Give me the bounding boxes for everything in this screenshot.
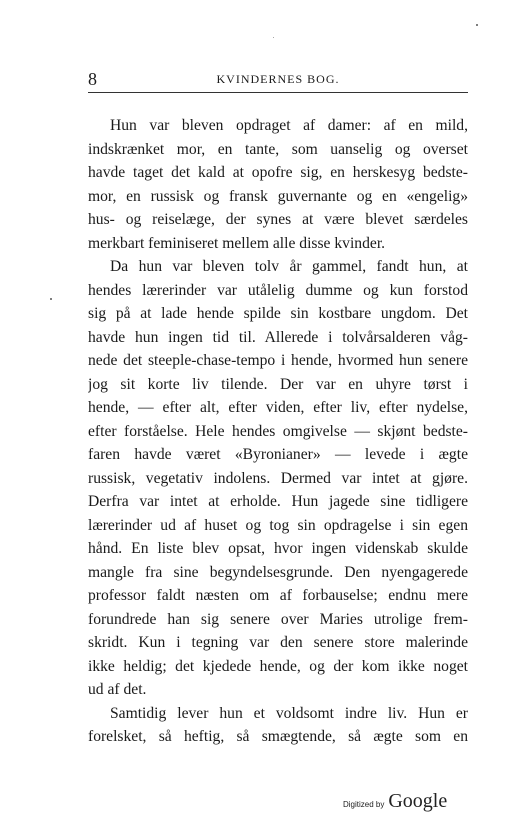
text-line: efter forståelse. Hele hendes omgivelse — skjønt bedste- bbox=[88, 422, 468, 440]
text-line: mangle fra sine begyndelsesgrunde. Den nyengagerede bbox=[88, 563, 468, 581]
text-line: Samtidig lever hun et voldsomt indre liv. Hun er bbox=[110, 704, 468, 722]
scan-speck bbox=[476, 24, 478, 26]
text-line: jog sit korte liv tilende. Der var en uhyre tørst i bbox=[88, 375, 468, 393]
text-line: indskrænket mor, en tante, som uanselig og overset bbox=[88, 140, 468, 158]
text-line: hånd. En liste blev opsat, hvor ingen videnskab skulde bbox=[88, 540, 468, 557]
text-line: hendes lærerinder var utålelig dumme og kun forstod bbox=[88, 281, 468, 299]
watermark-prefix: Digitized by bbox=[343, 800, 385, 809]
page-header bbox=[88, 68, 468, 90]
text-line: ud af det. bbox=[88, 681, 147, 698]
text-line: nede det steeple-chase-tempo i hende, hvormed hun senere bbox=[88, 352, 468, 369]
text-line: skridt. Kun i tegning var den senere store malerinde bbox=[88, 634, 468, 651]
text-line: forelsket, så heftig, så smægtende, så ægte som en bbox=[88, 728, 468, 745]
scan-speck bbox=[273, 37, 274, 38]
text-line: lærerinder ud af huset og tog sin opdragelse i sin egen bbox=[88, 516, 468, 534]
text-line: ikke heldig; det kjedede hende, og der kom ikke noget bbox=[88, 657, 468, 675]
text-line: Derfra var intet at erholde. Hun jagede sine tidligere bbox=[88, 493, 468, 510]
text-line: hus- og reiselæge, der synes at være blevet særdeles bbox=[88, 211, 468, 228]
text-line: Hun var bleven opdraget af damer: af en mild, bbox=[110, 117, 468, 134]
text-line: havde hun ingen tid til. Allerede i tolvårsalderen våg- bbox=[88, 328, 468, 346]
running-title: KVINDERNES BOG. bbox=[216, 72, 340, 86]
text-line: merkbart feminiseret mellem alle disse kvinder. bbox=[88, 234, 386, 252]
text-line: Da hun var bleven tolv år gammel, fandt hun, at bbox=[110, 258, 468, 275]
text-line: havde taget det kald at opofre sig, en herskesyg bedste- bbox=[88, 164, 468, 181]
text-line: mor, en russisk og fransk guvernante og en «engelig» bbox=[88, 187, 468, 205]
text-line: forundrede han sig senere over Maries utrolige frem- bbox=[88, 610, 468, 628]
scan-speck bbox=[50, 298, 52, 300]
body-text bbox=[88, 114, 468, 749]
text-line: sig på at lade hende spilde sin kostbare ungdom. Det bbox=[88, 305, 468, 322]
page-number: 8 bbox=[88, 69, 97, 89]
google-logo: Google bbox=[388, 790, 448, 812]
header-rule bbox=[88, 92, 468, 93]
text-line: russisk, vegetativ indolens. Dermed var intet at gjøre. bbox=[88, 469, 468, 487]
digitized-by-google-watermark bbox=[343, 790, 447, 814]
text-line: hende, — efter alt, efter viden, efter liv, efter nydelse, bbox=[88, 399, 468, 416]
text-line: professor faldt næsten om af forbauselse; endnu mere bbox=[88, 587, 468, 604]
text-line: faren havde været «Byronianer» — levede i ægte bbox=[88, 446, 468, 463]
